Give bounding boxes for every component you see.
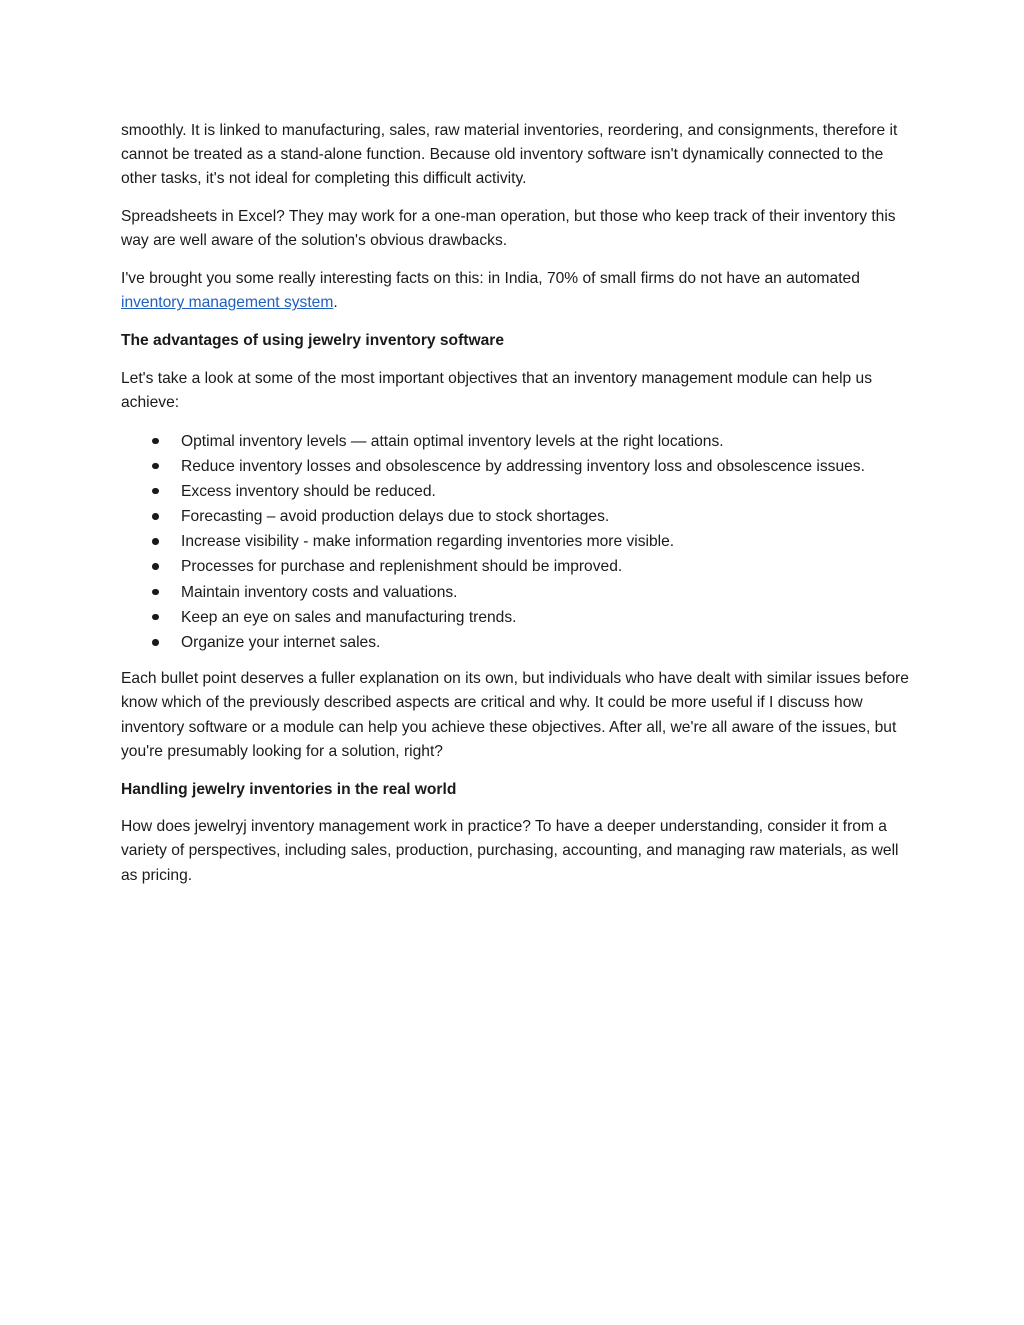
intro-paragraph-1: smoothly. It is linked to manufacturing, sales, raw material inventories, reordering, and consignments, therefore it cannot be treated as a stand-alone function. Because old inventory software isn't dynamically connected to the other tasks, it's not ideal for completing this difficult activity. (121, 122, 898, 188)
section-heading-advantages: The advantages of using jewelry inventory software (121, 331, 505, 349)
list-item (121, 554, 911, 579)
list-item-text: Maintain inventory costs and valuations. (181, 583, 458, 601)
list-item-text: Optimal inventory levels — attain optimal inventory levels at the right locations. (181, 432, 724, 450)
real-world-paragraph: How does jewelryj inventory management work in practice? To have a deeper understanding, consider it from a variety of perspectives, including sales, production, purchasing, accounting, and managing raw materials, as well as pricing. (121, 818, 899, 884)
bullet-icon (152, 463, 159, 470)
bullet-icon (152, 438, 159, 445)
objectives-bullet-list (121, 429, 911, 656)
list-item (121, 529, 911, 554)
section-heading-real-world: Handling jewelry inventories in the real world (121, 780, 457, 798)
list-item (121, 454, 911, 479)
bullet-icon (152, 563, 159, 570)
list-item (121, 504, 911, 529)
intro-paragraph-3-text: I've brought you some really interesting facts on this: in India, 70% of small firms do not have an automated (121, 270, 860, 288)
intro-paragraph-2: Spreadsheets in Excel? They may work for a one-man operation, but those who keep track of their inventory this way are well aware of the solution's obvious drawbacks. (121, 208, 896, 250)
list-item-text: Excess inventory should be reduced. (181, 482, 436, 500)
advantages-closing-paragraph: Each bullet point deserves a fuller explanation on its own, but individuals who have dealt with similar issues before know which of the previously described aspects are critical and why. It could be more useful if I discuss how inventory software or a module can help you achieve these objectives. After all, we're all aware of the issues, but you're presumably looking for a solution, right? (121, 670, 909, 760)
list-item (121, 580, 911, 605)
list-item (121, 630, 911, 655)
list-item-text: Keep an eye on sales and manufacturing trends. (181, 608, 517, 626)
bullet-icon (152, 614, 159, 621)
list-item (121, 479, 911, 504)
bullet-icon (152, 639, 159, 646)
intro-paragraph-3 (121, 267, 911, 315)
intro-paragraph-3-end: . (333, 294, 338, 312)
list-item-text: Organize your internet sales. (181, 634, 381, 652)
inventory-management-system-link[interactable]: inventory management system (121, 294, 334, 312)
bullet-icon (152, 488, 159, 495)
advantages-lead-paragraph: Let's take a look at some of the most important objectives that an inventory management module can help us achieve: (121, 369, 873, 411)
list-item (121, 605, 911, 630)
list-item-text: Reduce inventory losses and obsolescence by addressing inventory loss and obsolescence issues. (181, 457, 865, 475)
document-page (121, 119, 911, 901)
bullet-icon (152, 538, 159, 545)
bullet-icon (152, 513, 159, 520)
list-item (121, 429, 911, 454)
list-item-text: Increase visibility - make information regarding inventories more visible. (181, 533, 675, 551)
list-item-text: Processes for purchase and replenishment should be improved. (181, 558, 623, 576)
list-item-text: Forecasting – avoid production delays due to stock shortages. (181, 508, 610, 526)
bullet-icon (152, 589, 159, 596)
